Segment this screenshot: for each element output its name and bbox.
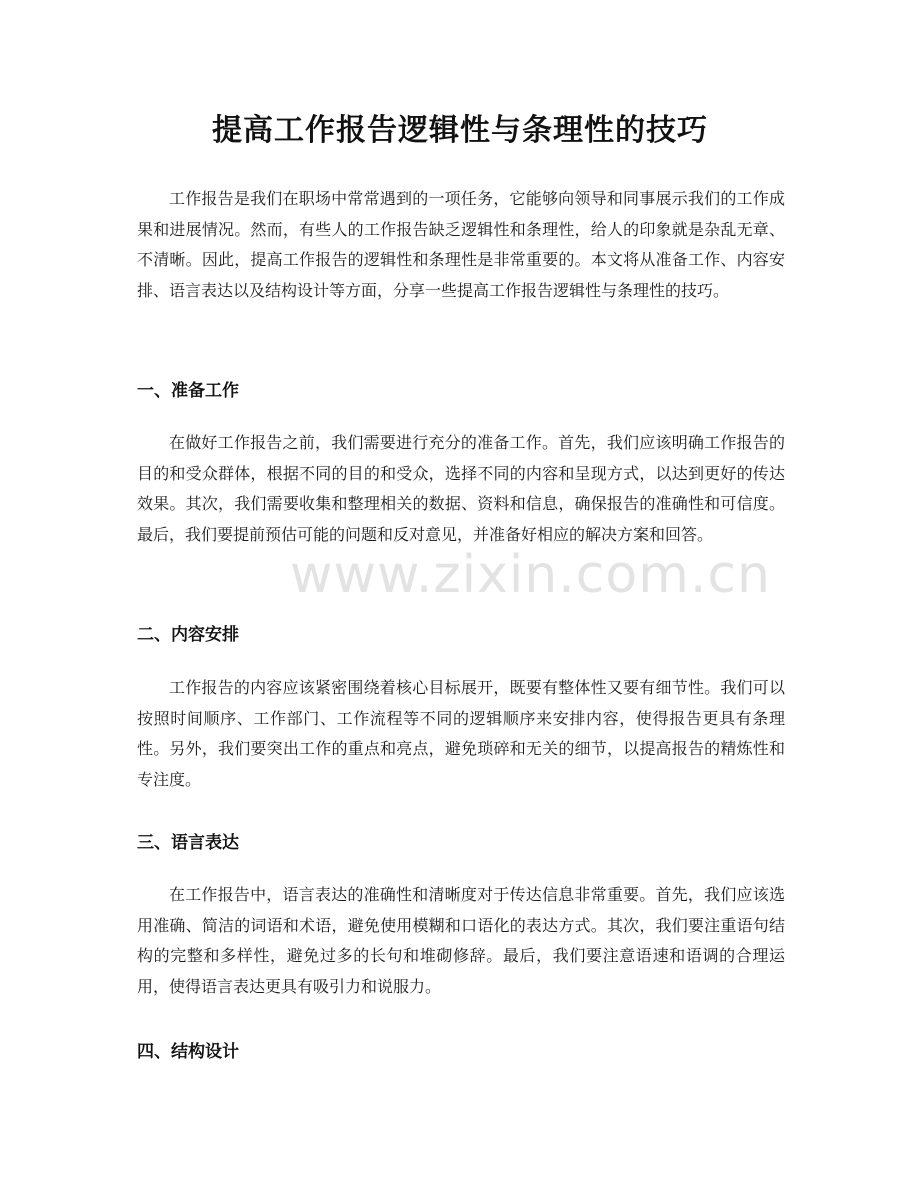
section-heading-language: 三、语言表达 [137, 833, 239, 853]
intro-paragraph: 工作报告是我们在职场中常常遇到的一项任务，它能够向领导和同事展示我们的工作成果和进展情况。然而，有些人的工作报告缺乏逻辑性和条理性，给人的印象就是杂乱无章、不清晰。因此，提高工作报告的逻辑性和条理性是非常重要的。本文将从准备工作、内容安排、语言表达以及结构设计等方面，分享一些提高工作报告逻辑性与条理性的技巧。 [137, 189, 785, 300]
page-title: 提高工作报告逻辑性与条理性的技巧 [212, 113, 708, 148]
section-body-preparation: 在做好工作报告之前，我们需要进行充分的准备工作。首先，我们应该明确工作报告的目的和受众群体，根据不同的目的和受众，选择不同的内容和呈现方式，以达到更好的传达效果。其次，我们需要收集和整理相关的数据、资料和信息，确保报告的准确性和可信度。最后，我们要提前预估可能的问题和反对意见，并准备好相应的解决方案和回答。 [137, 433, 785, 544]
section-body-content: 工作报告的内容应该紧密围绕着核心目标展开，既要有整体性又要有细节性。我们可以按照时间顺序、工作部门、工作流程等不同的逻辑顺序来安排内容，使得报告更具有条理性。另外，我们要突出工作的重点和亮点，避免琐碎和无关的细节，以提高报告的精炼性和专注度。 [137, 678, 785, 789]
section-heading-structure: 四、结构设计 [137, 1042, 239, 1062]
section-heading-preparation: 一、准备工作 [137, 381, 239, 401]
section-body-language: 在工作报告中，语言表达的准确性和清晰度对于传达信息非常重要。首先，我们应该选用准确、简洁的词语和术语，避免使用模糊和口语化的表达方式。其次，我们要注重语句结构的完整和多样性，避免过多的长句和堆砌修辞。最后，我们要注意语速和语调的合理运用，使得语言表达更具有吸引力和说服力。 [137, 885, 785, 996]
section-heading-content: 二、内容安排 [137, 625, 239, 645]
watermark: www.zixin.com.cn [290, 545, 771, 605]
